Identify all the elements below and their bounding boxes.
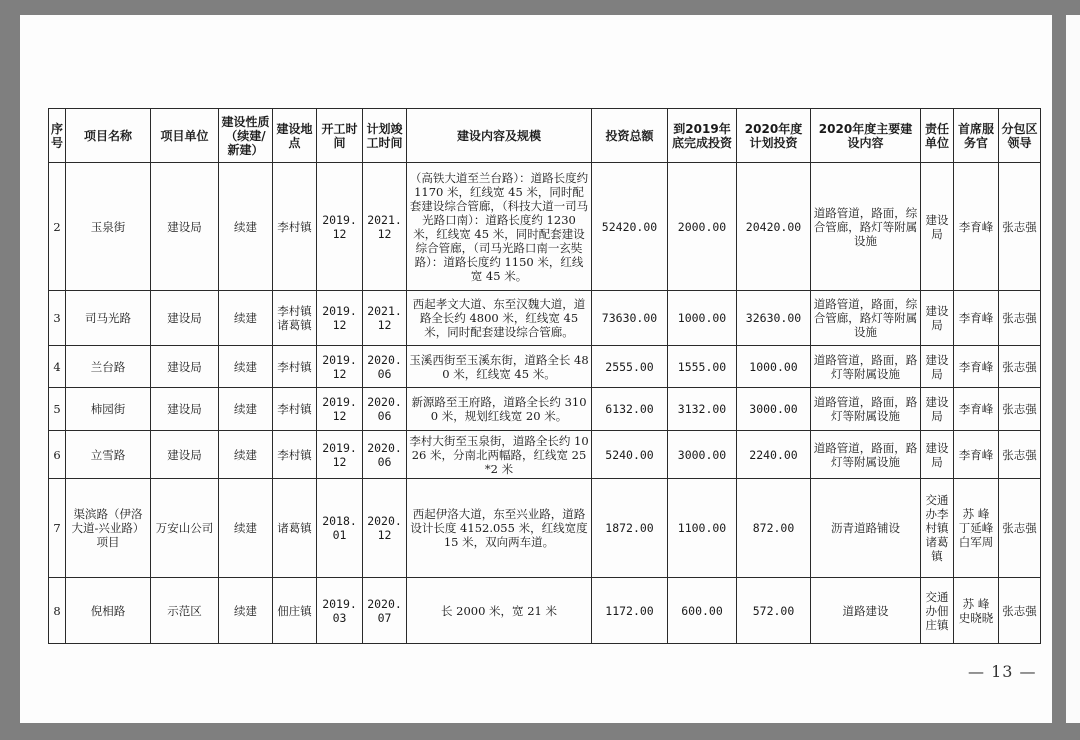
- cell-nature: 续建: [219, 431, 273, 479]
- cell-leader: 张志强: [999, 388, 1041, 431]
- cell-unit: 建设局: [151, 291, 219, 346]
- document-page: [20, 15, 1052, 723]
- table-row: [49, 291, 1041, 346]
- cell-seq: 6: [49, 431, 66, 479]
- page-number: — 13 —: [968, 662, 1037, 681]
- cell-leader: 张志强: [999, 431, 1041, 479]
- cell-unit: 建设局: [151, 346, 219, 388]
- cell-total: 5240.00: [592, 431, 668, 479]
- cell-plan2020: 872.00: [737, 479, 811, 578]
- header-content: 建设内容及规模: [407, 109, 592, 163]
- cell-seq: 2: [49, 163, 66, 291]
- cell-location: 李村镇: [273, 163, 317, 291]
- cell-officer: 李育峰: [954, 346, 999, 388]
- cell-seq: 7: [49, 479, 66, 578]
- header-unit: 项目单位: [151, 109, 219, 163]
- cell-main2020: 沥青道路铺设: [811, 479, 921, 578]
- cell-done2019: 2000.00: [668, 163, 737, 291]
- cell-finish: 2021.12: [363, 163, 407, 291]
- cell-finish: 2020.06: [363, 388, 407, 431]
- cell-officer: 李育峰: [954, 291, 999, 346]
- cell-seq: 5: [49, 388, 66, 431]
- table-row: [49, 346, 1041, 388]
- cell-unit: 万安山公司: [151, 479, 219, 578]
- cell-location: 李村镇诸葛镇: [273, 291, 317, 346]
- cell-nature: 续建: [219, 479, 273, 578]
- cell-resp: 建设局: [921, 163, 954, 291]
- cell-finish: 2021.12: [363, 291, 407, 346]
- cell-start: 2019.12: [317, 163, 363, 291]
- cell-content: 西起孝文大道、东至汉魏大道，道路全长约 4800 米，红线宽 45 米，同时配套建设综合管廊。: [407, 291, 592, 346]
- header-seq: 序号: [49, 109, 66, 163]
- cell-start: 2018.01: [317, 479, 363, 578]
- cell-main2020: 道路管道，路面，路灯等附属设施: [811, 388, 921, 431]
- cell-main2020: 道路建设: [811, 578, 921, 644]
- header-officer: 首席服务官: [954, 109, 999, 163]
- cell-start: 2019.12: [317, 291, 363, 346]
- cell-nature: 续建: [219, 388, 273, 431]
- cell-name: 玉泉街: [66, 163, 151, 291]
- cell-start: 2019.03: [317, 578, 363, 644]
- cell-unit: 建设局: [151, 163, 219, 291]
- cell-plan2020: 20420.00: [737, 163, 811, 291]
- cell-officer: 李育峰: [954, 163, 999, 291]
- cell-unit: 建设局: [151, 388, 219, 431]
- table-row: [49, 578, 1041, 644]
- cell-total: 52420.00: [592, 163, 668, 291]
- cell-leader: 张志强: [999, 479, 1041, 578]
- cell-nature: 续建: [219, 291, 273, 346]
- cell-officer: 苏 峰 史晓晓: [954, 578, 999, 644]
- cell-done2019: 1555.00: [668, 346, 737, 388]
- cell-resp: 建设局: [921, 431, 954, 479]
- cell-main2020: 道路管道，路面，路灯等附属设施: [811, 431, 921, 479]
- cell-location: 李村镇: [273, 346, 317, 388]
- header-row: [49, 109, 1041, 163]
- header-nature: 建设性质（续建/新建）: [219, 109, 273, 163]
- cell-plan2020: 32630.00: [737, 291, 811, 346]
- cell-resp: 建设局: [921, 388, 954, 431]
- cell-done2019: 1000.00: [668, 291, 737, 346]
- cell-finish: 2020.07: [363, 578, 407, 644]
- cell-plan2020: 1000.00: [737, 346, 811, 388]
- header-name: 项目名称: [66, 109, 151, 163]
- cell-total: 2555.00: [592, 346, 668, 388]
- cell-content: 玉溪西街至玉溪东街，道路全长 480 米，红线宽 45 米。: [407, 346, 592, 388]
- cell-plan2020: 3000.00: [737, 388, 811, 431]
- cell-content: 李村大街至玉泉街，道路全长约 1026 米，分南北两幅路，红线宽 25*2 米: [407, 431, 592, 479]
- cell-done2019: 3000.00: [668, 431, 737, 479]
- cell-nature: 续建: [219, 163, 273, 291]
- cell-content: （高铁大道至兰台路）：道路长度约 1170 米，红线宽 45 米，同时配套建设综合管廊，（科技大道一司马光路口南）：道路长度约 1230 米，红线宽 45 米，同时配套建设综合管廊，（司马光路口南一玄奘路）：道路长度约 1150 米，红线宽 45 米。: [407, 163, 592, 291]
- header-done2019: 到2019年底完成投资: [668, 109, 737, 163]
- project-table: [48, 108, 1041, 644]
- header-plan2020: 2020年度计划投资: [737, 109, 811, 163]
- cell-start: 2019.12: [317, 346, 363, 388]
- cell-leader: 张志强: [999, 578, 1041, 644]
- table-row: [49, 431, 1041, 479]
- cell-location: 李村镇: [273, 431, 317, 479]
- cell-start: 2019.12: [317, 388, 363, 431]
- table-row: [49, 163, 1041, 291]
- header-leader: 分包区领导: [999, 109, 1041, 163]
- cell-officer: 苏 峰 丁延峰 白军周: [954, 479, 999, 578]
- cell-resp: 交通办佃庄镇: [921, 578, 954, 644]
- cell-resp: 建设局: [921, 291, 954, 346]
- cell-start: 2019.12: [317, 431, 363, 479]
- header-resp: 责任单位: [921, 109, 954, 163]
- cell-main2020: 道路管道，路面，路灯等附属设施: [811, 346, 921, 388]
- cell-finish: 2020.06: [363, 346, 407, 388]
- cell-name: 司马光路: [66, 291, 151, 346]
- cell-resp: 交通办李村镇诸葛镇: [921, 479, 954, 578]
- cell-finish: 2020.12: [363, 479, 407, 578]
- cell-location: 诸葛镇: [273, 479, 317, 578]
- cell-name: 立雪路: [66, 431, 151, 479]
- cell-name: 倪相路: [66, 578, 151, 644]
- table-row: [49, 479, 1041, 578]
- header-finish: 计划竣工时间: [363, 109, 407, 163]
- cell-name: 兰台路: [66, 346, 151, 388]
- cell-content: 西起伊洛大道，东至兴业路，道路设计长度 4152.055 米，红线宽度 15 米，双向两车道。: [407, 479, 592, 578]
- adjacent-page-edge: [1066, 15, 1080, 723]
- cell-content: 新源路至王府路，道路全长约 3100 米，规划红线宽 20 米。: [407, 388, 592, 431]
- cell-seq: 8: [49, 578, 66, 644]
- cell-location: 佃庄镇: [273, 578, 317, 644]
- cell-name: 渠滨路（伊洛大道-兴业路）项目: [66, 479, 151, 578]
- cell-unit: 建设局: [151, 431, 219, 479]
- cell-nature: 续建: [219, 346, 273, 388]
- cell-seq: 4: [49, 346, 66, 388]
- header-main2020: 2020年度主要建设内容: [811, 109, 921, 163]
- cell-nature: 续建: [219, 578, 273, 644]
- cell-finish: 2020.06: [363, 431, 407, 479]
- cell-leader: 张志强: [999, 163, 1041, 291]
- cell-total: 73630.00: [592, 291, 668, 346]
- cell-total: 6132.00: [592, 388, 668, 431]
- cell-plan2020: 2240.00: [737, 431, 811, 479]
- cell-main2020: 道路管道，路面，综合管廊，路灯等附属设施: [811, 163, 921, 291]
- header-start: 开工时间: [317, 109, 363, 163]
- cell-main2020: 道路管道，路面，综合管廊，路灯等附属设施: [811, 291, 921, 346]
- table-row: [49, 388, 1041, 431]
- cell-plan2020: 572.00: [737, 578, 811, 644]
- cell-name: 柿园街: [66, 388, 151, 431]
- cell-location: 李村镇: [273, 388, 317, 431]
- cell-resp: 建设局: [921, 346, 954, 388]
- cell-seq: 3: [49, 291, 66, 346]
- cell-officer: 李育峰: [954, 431, 999, 479]
- cell-leader: 张志强: [999, 291, 1041, 346]
- cell-total: 1872.00: [592, 479, 668, 578]
- header-total: 投资总额: [592, 109, 668, 163]
- header-location: 建设地点: [273, 109, 317, 163]
- cell-officer: 李育峰: [954, 388, 999, 431]
- cell-done2019: 3132.00: [668, 388, 737, 431]
- cell-done2019: 600.00: [668, 578, 737, 644]
- cell-leader: 张志强: [999, 346, 1041, 388]
- cell-total: 1172.00: [592, 578, 668, 644]
- cell-unit: 示范区: [151, 578, 219, 644]
- cell-done2019: 1100.00: [668, 479, 737, 578]
- cell-content: 长 2000 米，宽 21 米: [407, 578, 592, 644]
